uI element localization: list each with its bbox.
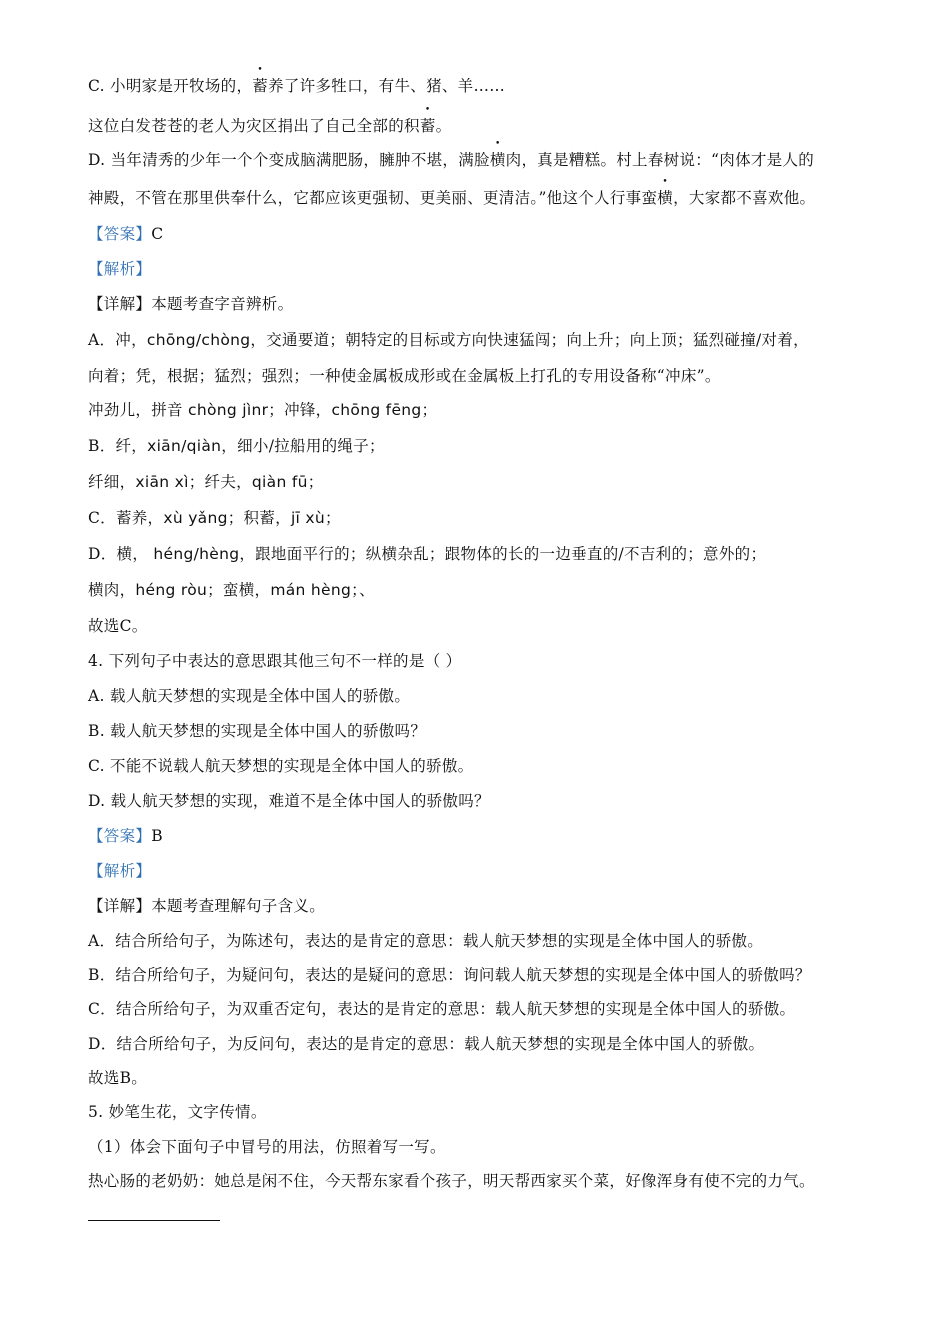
q3-explain-a-line1: A．冲，chōng/chòng，交通要道；朝特定的目标或方向快速猛闯；向上升；向上顶；猛烈碰撞/对着， — [88, 331, 809, 349]
q3-option-c-line1: C. 小明家是开牧场的，蓄养了许多牲口，有牛、猪、羊…… — [88, 77, 506, 95]
q3-analysis-tag: 【解析】 — [88, 260, 152, 278]
q5-sub1: （1）体会下面句子中冒号的用法，仿照着写一写。 — [88, 1138, 446, 1156]
q3-explain-d-line1: D．横， héng/hèng，跟地面平行的；纵横杂乱；跟物体的长的一边垂直的/不吉利的；意外的； — [88, 545, 767, 563]
q4-explain-a: A．结合所给句子，为陈述句，表达的是肯定的意思：载人航天梦想的实现是全体中国人的骄傲。 — [88, 932, 764, 950]
q3-explain-d-line2: 横肉，héng ròu；蛮横，mán hèng；、 — [88, 581, 375, 599]
q4-option-c: C. 不能不说载人航天梦想的实现是全体中国人的骄傲。 — [88, 757, 474, 775]
emphasis-dot-char: 蓄 — [252, 77, 269, 95]
emphasis-dot-char: 横 — [657, 189, 674, 207]
answer-tag: 【答案】 — [88, 225, 152, 243]
q3-answer — [88, 224, 163, 244]
q4-option-a: A. 载人航天梦想的实现是全体中国人的骄傲。 — [88, 687, 411, 705]
q4-option-d: D. 载人航天梦想的实现，难道不是全体中国人的骄傲吗？ — [88, 792, 490, 810]
answer-tag: 【答案】 — [88, 827, 152, 845]
answer-blank-line[interactable] — [88, 1220, 220, 1221]
q4-detail: 【详解】本题考查理解句子含义。 — [88, 897, 326, 915]
detail-tag: 【详解】 — [88, 897, 152, 915]
q4-option-b: B. 载人航天梦想的实现是全体中国人的骄傲吗？ — [88, 722, 427, 740]
q3-option-c-line2: 这位白发苍苍的老人为灾区捐出了自己全部的积蓄。 — [88, 117, 452, 135]
q4-answer — [88, 826, 163, 846]
q3-conclusion: 故选C。 — [88, 617, 148, 635]
q3-option-d-line1: D. 当年清秀的少年一个个变成脑满肥肠，臃肿不堪，满脸横肉，真是糟糕。村上春树说：“肉体才是人的 — [88, 151, 815, 169]
q3-explain-b-line1: B．纤，xiān/qiàn，细小/拉船用的绳子； — [88, 437, 385, 455]
q3-explain-c-line1: C．蓄养，xù yǎng；积蓄，jī xù； — [88, 509, 341, 527]
emphasis-dot-char: 蓄 — [419, 117, 436, 135]
q4-explain-d: D．结合所给句子，为反问句，表达的是肯定的意思：载人航天梦想的实现是全体中国人的骄傲。 — [88, 1035, 765, 1053]
q3-option-d-line2: 神殿，不管在那里供奉什么，它都应该更强韧、更美丽、更清洁。”他这个人行事蛮横，大家都不喜欢他。 — [88, 189, 816, 207]
q4-explain-b: B．结合所给句子，为疑问句，表达的是疑问的意思：询问载人航天梦想的实现是全体中国人的骄傲吗？ — [88, 966, 811, 984]
q3-explain-a-line3: 冲劲儿，拼音 chòng jìnr；冲锋，chōng fēng； — [88, 401, 438, 419]
q3-explain-a-line2: 向着；凭，根据；猛烈；强烈；一种使金属板成形或在金属板上打孔的专用设备称“冲床”。 — [88, 367, 721, 385]
detail-tag: 【详解】 — [88, 295, 152, 313]
emphasis-dot-char: 横 — [489, 151, 506, 169]
q4-analysis-tag: 【解析】 — [88, 862, 152, 880]
q4-conclusion: 故选B。 — [88, 1069, 148, 1087]
q4-stem: 4. 下列句子中表达的意思跟其他三句不一样的是（ ） — [88, 652, 462, 670]
answer-value: B — [151, 827, 163, 845]
q5-stem: 5. 妙笔生花，文字传情。 — [88, 1103, 267, 1121]
answer-value: C — [151, 225, 164, 243]
q5-example: 热心肠的老奶奶：她总是闲不住，今天帮东家看个孩子，明天帮西家买个菜，好像浑身有使不完的力气。 — [88, 1172, 815, 1190]
q3-detail: 【详解】本题考查字音辨析。 — [88, 295, 294, 313]
q3-explain-b-line2: 纤细，xiān xì；纤夫，qiàn fū； — [88, 473, 324, 491]
q4-explain-c: C．结合所给句子，为双重否定句，表达的是肯定的意思：载人航天梦想的实现是全体中国人的骄傲。 — [88, 1000, 796, 1018]
